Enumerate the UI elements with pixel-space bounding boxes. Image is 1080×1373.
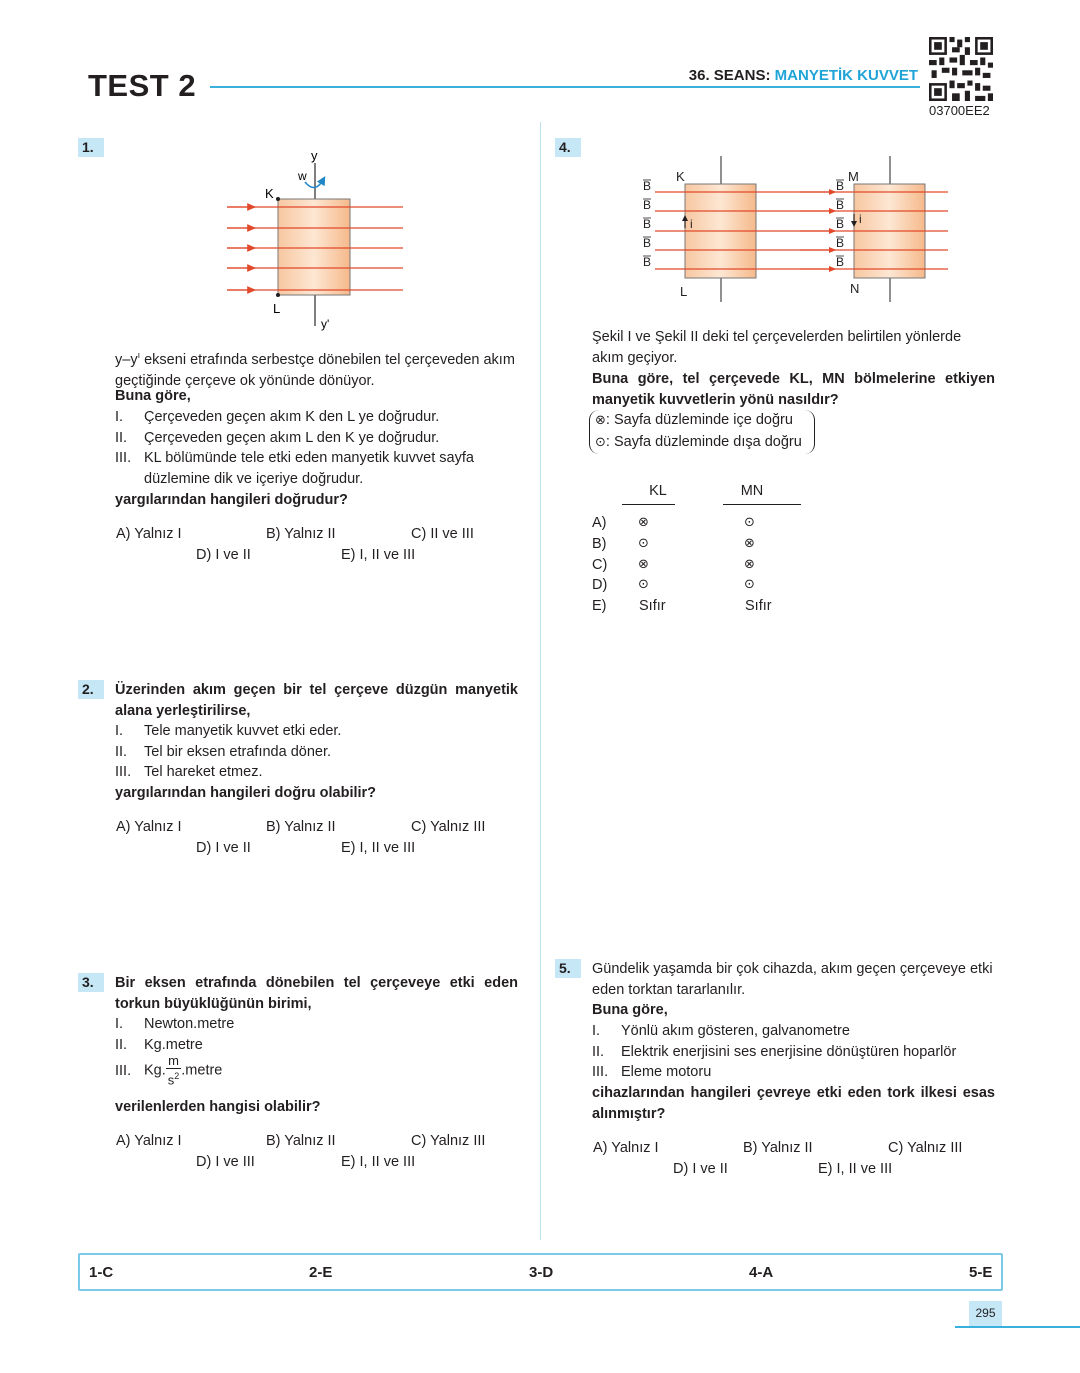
label-k: K [265, 186, 274, 201]
label-b: B [836, 198, 845, 212]
q3-question: verilenlerden hangisi olabilir? [115, 1099, 321, 1115]
choice-e[interactable]: E) I, II ve III [341, 547, 416, 563]
q4-options [592, 513, 772, 617]
label-m: M [848, 169, 859, 184]
page-number: 295 [969, 1301, 1002, 1326]
q5-item-1: I. Yönlü akım gösteren, galvanometre [592, 1023, 850, 1039]
q5-question: cihazlarından hangileri çevreye etki eden tork ilkesi esas alınmıştır? [592, 1085, 995, 1122]
choice-a[interactable]: A) Yalnız I [116, 526, 182, 542]
q1-item-2: II. Çerçeveden geçen akım L den K ye doğrudur. [115, 430, 440, 446]
choice-d[interactable]: D) I ve II [196, 547, 251, 563]
choice-b[interactable]: B) Yalnız II [266, 526, 336, 542]
q1-stem: $y-y^ı$ ekseni etrafında serbestçe dönebilen tel çerçeveden akım geçtiğinde çerçeve ok yönünde dönüyor. [115, 350, 515, 389]
col-header-mn: MN [740, 483, 764, 499]
option-row[interactable]: B) ⊙ ⊗ [592, 535, 755, 552]
choice-e[interactable]: E) I, II ve III [818, 1161, 893, 1177]
label-i: i [690, 217, 693, 231]
q3-item-2: II. Kg.metre [115, 1037, 203, 1053]
label-b: B [836, 255, 845, 269]
header-underline [723, 504, 801, 505]
option-row[interactable]: C) ⊗ ⊗ [592, 556, 755, 573]
question-number: 3. [78, 973, 104, 992]
choice-c[interactable]: C) Yalnız III [888, 1140, 963, 1156]
option-row[interactable]: D) ⊙ ⊙ [592, 577, 755, 594]
choice-a[interactable]: A) Yalnız I [116, 1133, 182, 1149]
session-prefix: 36. SEANS: [688, 67, 775, 84]
q4-legend [589, 410, 815, 454]
q3-item-1: I. Newton.metre [115, 1016, 235, 1032]
q2-item-3: III. Tel hareket etmez. [115, 764, 263, 780]
question-number: 4. [555, 138, 581, 157]
choice-d[interactable]: D) I ve II [196, 840, 251, 856]
rotating-frame-figure [225, 146, 405, 332]
answer-key-item: 5-E [969, 1264, 993, 1281]
choice-d[interactable]: D) I ve II [673, 1161, 728, 1177]
legend-into: ⊗: Sayfa düzleminde içe doğru [595, 412, 793, 428]
label-b: B [836, 179, 845, 193]
label-k: K [676, 169, 685, 184]
choice-b[interactable]: B) Yalnız II [743, 1140, 813, 1156]
answer-key-item: 2-E [309, 1264, 333, 1281]
q2-item-1: I. Tele manyetik kuvvet etki eder. [115, 723, 342, 739]
label-b: B [836, 236, 845, 250]
q4-question: Buna göre, tel çerçevede KL, MN bölmelerine etkiyen manyetik kuvvetlerin yönü nasıldır? [592, 371, 995, 408]
q2-item-2: II. Tel bir eksen etrafında döner. [115, 744, 332, 760]
qr-code-icon[interactable] [929, 37, 993, 101]
unit-fraction: $\frac{m}{s^2}$ [167, 1053, 180, 1088]
question-number: 5. [555, 959, 581, 978]
column-separator [540, 122, 541, 1240]
choice-d[interactable]: D) I ve III [196, 1154, 255, 1170]
q3-stem: Bir eksen etrafında dönebilen tel çerçeveye etki eden torkun büyüklüğünün birimi, [115, 975, 518, 1012]
label-n: N [850, 281, 860, 296]
question-number: 1. [78, 138, 104, 157]
q1-item-1: I. Çerçeveden geçen akım K den L ye doğrudur. [115, 409, 440, 425]
choice-a[interactable]: A) Yalnız I [116, 819, 182, 835]
label-b: B [643, 236, 652, 250]
page-rule [955, 1326, 1080, 1328]
choice-c[interactable]: C) Yalnız III [411, 819, 486, 835]
option-row[interactable]: E) Sıfır Sıfır [592, 598, 772, 615]
q2-stem: Üzerinden akım geçen bir tel çerçeve düzgün manyetik alana yerleştirilirse, [115, 682, 518, 719]
q2-question: yargılarından hangileri doğru olabilir? [115, 785, 377, 801]
choice-b[interactable]: B) Yalnız II [266, 819, 336, 835]
label-i: i [859, 212, 862, 226]
test-title: TEST 2 [88, 68, 197, 103]
q1-item-3: III. KL bölümünde tele etki eden manyetik kuvvet sayfa düzlemine dik ve içeriye doğrudur. [115, 450, 474, 487]
choice-e[interactable]: E) I, II ve III [341, 1154, 416, 1170]
choice-a[interactable]: A) Yalnız I [593, 1140, 659, 1156]
legend-out: ⊙: Sayfa düzleminde dışa doğru [595, 433, 802, 450]
q1-lead: Buna göre, [115, 388, 191, 404]
answer-key-item: 1-C [89, 1264, 114, 1281]
question-number: 2. [78, 680, 104, 699]
session-title [689, 67, 918, 84]
label-y-prime: y' [321, 317, 330, 331]
label-l: L [273, 301, 281, 316]
q5-lead: Buna göre, [592, 1002, 668, 1018]
q5-item-2: II. Elektrik enerjisini ses enerjisine dönüştüren hoparlör [592, 1044, 957, 1060]
q1-question: yargılarından hangileri doğrudur? [115, 492, 348, 508]
q3-item-3: III. Kg. $\frac{m}{s^2}$ .metre [115, 1053, 223, 1088]
q5-item-3: III. Eleme motoru [592, 1064, 712, 1080]
choice-c[interactable]: C) Yalnız III [411, 1133, 486, 1149]
answer-key-item: 4-A [749, 1264, 774, 1281]
qr-code-label: 03700EE2 [929, 103, 990, 118]
choice-c[interactable]: C) II ve III [411, 526, 474, 542]
header-underline [622, 504, 675, 505]
label-b: B [836, 217, 845, 231]
answer-key-item: 3-D [529, 1264, 554, 1281]
label-y: y [311, 148, 318, 163]
q4-stem: Şekil I ve Şekil II deki tel çerçevelerden belirtilen yönlerde akım geçiyor. [592, 329, 962, 366]
label-b: B [643, 179, 652, 193]
choice-b[interactable]: B) Yalnız II [266, 1133, 336, 1149]
label-b: B [643, 198, 652, 212]
label-b: B [643, 217, 652, 231]
q5-stem: Gündelik yaşamda bir çok cihazda, akım geçen çerçeveye etki eden torktan tararlanılır. [592, 961, 993, 998]
label-w: w [298, 169, 307, 183]
header-rule [210, 86, 920, 88]
session-topic: MANYETİK KUVVET [774, 67, 918, 84]
label-l: L [680, 284, 688, 299]
choice-e[interactable]: E) I, II ve III [341, 840, 416, 856]
label-b: B [643, 255, 652, 269]
option-row[interactable]: A) ⊗ ⊙ [592, 515, 755, 531]
two-frames-figure [630, 156, 955, 302]
col-header-kl: KL [649, 483, 667, 499]
